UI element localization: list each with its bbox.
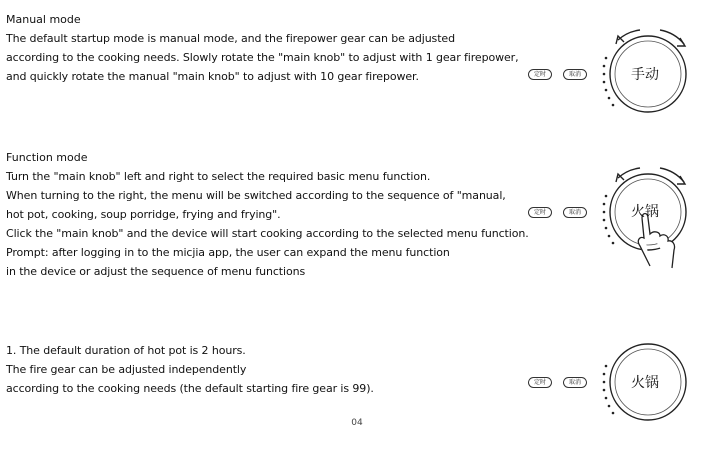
text-line: according to the cooking needs. Slowly rotate the "main knob" to adjust with 1 gear firepower, bbox=[6, 51, 519, 64]
text-line: in the device or adjust the sequence of menu functions bbox=[6, 265, 306, 278]
text-line: hot pot, cooking, soup porridge, frying and frying". bbox=[6, 208, 281, 221]
text-line: and quickly rotate the manual "main knob" to adjust with 10 gear firepower. bbox=[6, 70, 419, 83]
timer-button-icon: 定时 bbox=[528, 69, 552, 80]
knob-label: 手动 bbox=[631, 67, 659, 83]
main-knob-hotpot bbox=[596, 330, 706, 430]
section-title: Manual mode bbox=[6, 13, 81, 26]
text-line: Prompt: after logging in to the micjia app, the user can expand the menu function bbox=[6, 246, 450, 259]
cancel-button-icon: 取消 bbox=[563, 207, 587, 218]
knob-label: 火锅 bbox=[631, 204, 659, 220]
function-mode-section bbox=[6, 148, 529, 281]
text-line: according to the cooking needs (the default starting fire gear is 99). bbox=[6, 382, 374, 395]
page-number: 04 bbox=[351, 418, 363, 428]
text-line: Turn the "main knob" left and right to select the required basic menu function. bbox=[6, 170, 431, 183]
text-line: The default startup mode is manual mode, and the firepower gear can be adjusted bbox=[6, 32, 455, 45]
cancel-button-icon: 取消 bbox=[563, 377, 587, 388]
timer-button-icon: 定时 bbox=[528, 377, 552, 388]
main-knob-function bbox=[596, 160, 706, 280]
knob-label: 火锅 bbox=[631, 375, 659, 391]
text-line: When turning to the right, the menu will be switched according to the sequence of "manual, bbox=[6, 189, 506, 202]
text-line: The fire gear can be adjusted independently bbox=[6, 363, 247, 376]
main-knob-manual bbox=[596, 22, 706, 122]
timer-button-icon: 定时 bbox=[528, 207, 552, 218]
section-title: Function mode bbox=[6, 151, 88, 164]
text-line: 1. The default duration of hot pot is 2 hours. bbox=[6, 344, 246, 357]
cancel-button-icon: 取消 bbox=[563, 69, 587, 80]
text-line: Click the "main knob" and the device will start cooking according to the selected menu function. bbox=[6, 227, 529, 240]
hot-pot-section bbox=[6, 341, 526, 398]
manual-mode-section bbox=[6, 10, 526, 86]
